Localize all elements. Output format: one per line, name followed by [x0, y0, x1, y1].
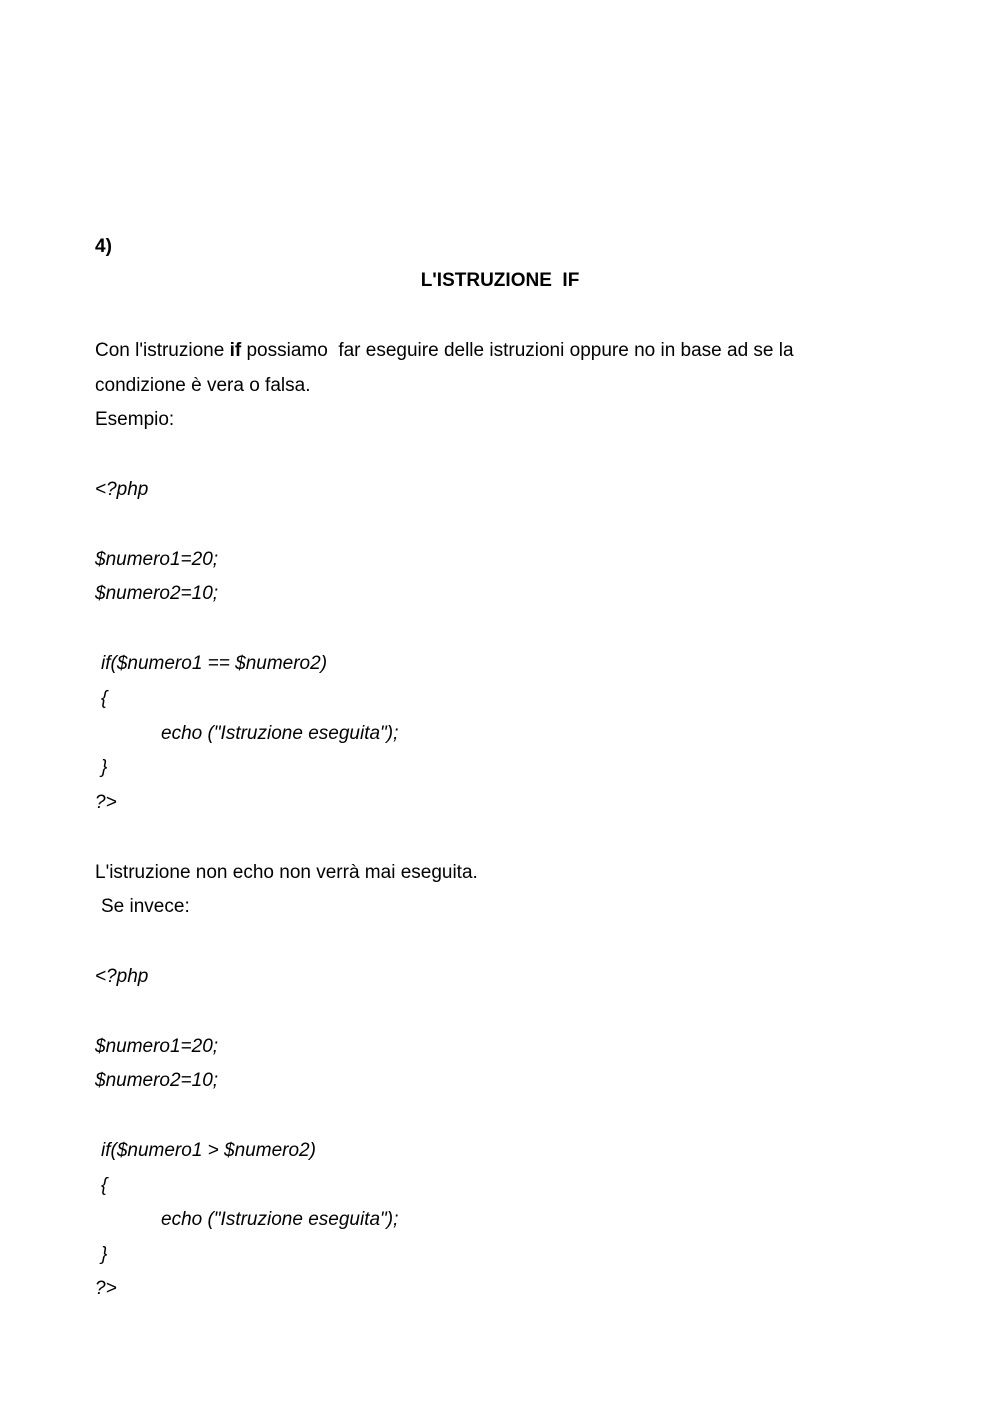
code2-brace-open: {: [101, 1175, 108, 1196]
code1-echo-line: echo ("Istruzione eseguita");: [161, 723, 399, 744]
intro-line-1: [95, 340, 794, 362]
code2-assign-1: $numero1=20;: [95, 1036, 219, 1057]
example-label: Esempio:: [95, 409, 175, 430]
code2-echo-line: echo ("Istruzione eseguita");: [161, 1209, 399, 1230]
code2-close-tag: ?>: [95, 1278, 117, 1299]
code1-assign-2: $numero2=10;: [95, 583, 219, 604]
page-title: L'ISTRUZIONE IF: [420, 270, 580, 291]
intro-text-before: Con l'istruzione: [95, 340, 230, 361]
intro-text-after: possiamo far eseguire delle istruzioni oppure no in base ad se la: [241, 340, 794, 361]
code1-if-line: if($numero1 == $numero2): [101, 653, 328, 674]
code2-open-tag: <?php: [95, 966, 149, 987]
explanation-line-1: L'istruzione non echo non verrà mai eseguita.: [95, 862, 478, 883]
code1-assign-1: $numero1=20;: [95, 549, 219, 570]
code2-brace-close: }: [101, 1244, 108, 1265]
code1-close-tag: ?>: [95, 792, 117, 813]
code1-brace-close: }: [101, 757, 108, 778]
intro-line-2: condizione è vera o falsa.: [95, 375, 311, 396]
code1-brace-open: {: [101, 688, 108, 709]
section-number: 4): [95, 236, 112, 257]
code1-open-tag: <?php: [95, 479, 149, 500]
code2-assign-2: $numero2=10;: [95, 1070, 219, 1091]
explanation-line-2: Se invece:: [101, 896, 190, 917]
intro-keyword: if: [229, 340, 242, 361]
code2-if-line: if($numero1 > $numero2): [101, 1140, 316, 1161]
